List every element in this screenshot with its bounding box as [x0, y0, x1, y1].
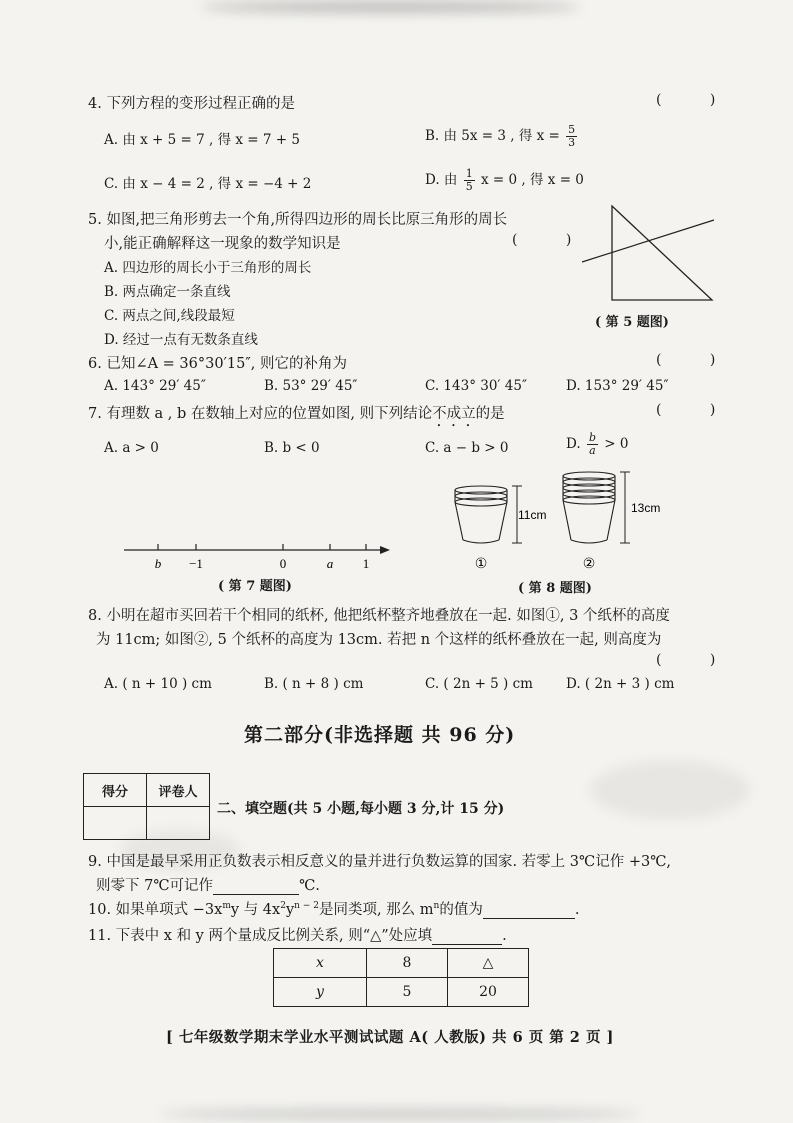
q4-option-d: D. 由 $\frac{1}{5}$ x = 0 , 得 x = 0	[425, 167, 584, 193]
q4-answer-paren: ( )	[656, 92, 738, 108]
table-cell: y	[274, 978, 367, 1007]
table-row	[274, 949, 529, 978]
triangle	[612, 206, 712, 300]
score-box[interactable]	[84, 807, 147, 840]
cut-line	[582, 220, 714, 262]
cup-stack-2	[563, 472, 615, 543]
fig2-height-label: 13cm	[631, 501, 661, 515]
q8-answer-paren: ( )	[656, 652, 738, 668]
q6-option-b: B. 53° 29′ 45″	[264, 378, 358, 394]
q9-stem-line2: 则零下 7℃可记作 ℃.	[96, 878, 320, 894]
score-label: 得分	[84, 774, 147, 807]
q8-stem-line1: 8. 小明在超市买回若干个相同的纸杯, 他把纸杯整齐地叠放在一起. 如图①, 3 个纸杯的高度	[88, 608, 670, 624]
q5-figure-caption: ( 第 5 题图)	[595, 315, 669, 330]
table-cell: 8	[367, 949, 448, 978]
table-cell: 5	[367, 978, 448, 1007]
q10-stem: 10. 如果单项式 $-3x^my$ 与 $4x^2y^{n - 2}$是同类项, 那么 $m^n$的值为 .	[88, 901, 580, 918]
q5-triangle-figure	[574, 200, 724, 310]
q5-option-b: B. 两点确定一条直线	[104, 284, 231, 300]
q4-option-a: A. 由 x + 5 = 7 , 得 x = 7 + 5	[104, 132, 300, 148]
q6-stem: 6. 已知∠A = 36°30′15″, 则它的补角为	[88, 356, 347, 372]
q7-number-line	[118, 540, 398, 576]
axis-label-b: b	[154, 556, 162, 571]
q8-option-c: C. ( 2n + 5 ) cm	[425, 676, 533, 692]
table-row	[274, 978, 529, 1007]
fraction: $\frac{5}{3}$	[568, 123, 576, 149]
q5-stem-line1: 5. 如图,把三角形剪去一个角,所得四边形的周长比原三角形的周长	[88, 212, 508, 228]
q5-option-a: A. 四边形的周长小于三角形的周长	[104, 260, 312, 276]
q7-option-d: D. $\frac{b}{a}$ > 0	[566, 431, 629, 457]
axis-label-neg1: −1	[189, 556, 203, 571]
score-table	[83, 773, 210, 840]
scan-edge	[160, 1110, 640, 1118]
scan-smudge	[590, 760, 750, 820]
q8-figure-caption: ( 第 8 题图)	[518, 581, 592, 596]
scan-edge	[200, 2, 580, 12]
table-cell: 20	[448, 978, 529, 1007]
q5-option-d: D. 经过一点有无数条直线	[104, 332, 258, 348]
section-heading-fill-blank: 二、填空题(共 5 小题,每小题 3 分,计 15 分)	[217, 801, 505, 817]
q5-answer-paren: ( )	[512, 232, 594, 248]
grader-box[interactable]	[147, 807, 210, 840]
q11-answer-blank[interactable]	[432, 930, 502, 945]
axis-label-a: a	[326, 556, 334, 571]
q4-option-c: C. 由 x − 4 = 2 , 得 x = −4 + 2	[104, 176, 312, 192]
q7-figure-caption: ( 第 7 题图)	[218, 579, 292, 594]
q7-option-c: C. a − b > 0	[425, 440, 509, 456]
grader-label: 评卷人	[147, 774, 210, 807]
fraction: $\frac{1}{5}$	[465, 167, 473, 193]
axis-label-1: 1	[362, 556, 370, 571]
table-cell: x	[274, 949, 367, 978]
fig1-label: ①	[474, 556, 488, 572]
q11-xy-table	[273, 948, 529, 1007]
fraction: $\frac{b}{a}$	[588, 431, 596, 457]
q11-stem: 11. 下表中 x 和 y 两个量成反比例关系, 则“△”处应填 .	[88, 928, 507, 944]
q8-cups-figure	[448, 468, 678, 578]
q8-option-d: D. ( 2n + 3 ) cm	[566, 676, 675, 692]
q7-answer-paren: ( )	[656, 402, 738, 418]
cup-stack-1	[455, 486, 507, 543]
height-marker-2	[620, 472, 630, 543]
q8-stem-line2: 为 11cm; 如图②, 5 个纸杯的高度为 13cm. 若把 n 个这样的纸杯叠放在一起, 则高度为	[96, 632, 662, 648]
fig1-height-label: 11cm	[518, 508, 547, 522]
q4-option-b: B. 由 5x = 3 , 得 x = $\frac{5}{3}$	[425, 123, 576, 149]
q8-option-b: B. ( n + 8 ) cm	[264, 676, 364, 692]
part2-title: 第二部分(非选择题 共 96 分)	[244, 724, 516, 746]
q9-stem-line1: 9. 中国是最早采用正负数表示相反意义的量并进行负数运算的国家. 若零上 3℃记作 +3℃,	[88, 854, 672, 870]
axis-label-0: 0	[279, 556, 287, 571]
q5-stem-line2: 小,能正确解释这一现象的数学知识是	[104, 236, 341, 252]
q7-stem: 7. 有理数 a , b 在数轴上对应的位置如图, 则下列结论不成立的是	[88, 406, 505, 422]
q5-option-c: C. 两点之间,线段最短	[104, 308, 235, 324]
q9-answer-blank[interactable]	[213, 880, 299, 895]
q6-answer-paren: ( )	[656, 352, 738, 368]
q7-option-a: A. a > 0	[104, 440, 159, 456]
page-footer: [ 七年级数学期末学业水平测试试题 A( 人教版) 共 6 页 第 2 页 ]	[166, 1029, 614, 1046]
q6-option-d: D. 153° 29′ 45″	[566, 378, 669, 394]
q4-stem: 4. 下列方程的变形过程正确的是	[88, 96, 295, 112]
axis-arrow	[380, 546, 390, 554]
table-cell: △	[448, 949, 529, 978]
q8-option-a: A. ( n + 10 ) cm	[104, 676, 212, 692]
q6-option-a: A. 143° 29′ 45″	[104, 378, 206, 394]
q6-option-c: C. 143° 30′ 45″	[425, 378, 527, 394]
fig2-label: ②	[582, 556, 596, 572]
q7-option-b: B. b < 0	[264, 440, 320, 456]
q10-answer-blank[interactable]	[483, 904, 575, 919]
